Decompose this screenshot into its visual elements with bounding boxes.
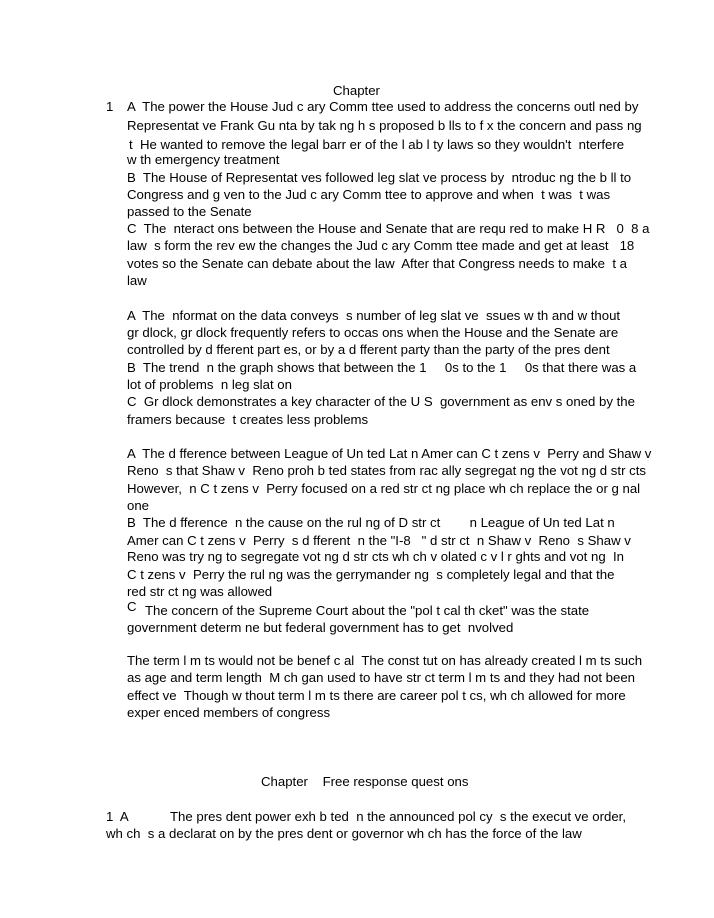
text-line: law xyxy=(127,273,147,288)
text-line: controlled by d fferent part es, or by a d fferent party than the party of the pres dent xyxy=(127,342,610,357)
text-line: passed to the Senate xyxy=(127,204,252,219)
text-line: exper enced members of congress xyxy=(127,705,331,720)
text-line: wh ch s a declarat on by the pres dent or governor wh ch has the force of the law xyxy=(106,826,582,841)
section-heading: Chapter Free response quest ons xyxy=(261,774,469,789)
text-line: framers because t creates less problems xyxy=(127,412,369,427)
text-line: w th emergency treatment xyxy=(127,152,280,167)
text-line: red str ct ng was allowed xyxy=(127,584,273,599)
text-line: Reno s that Shaw v Reno proh b ted states from rac ally segregat ng the vot ng d str cts xyxy=(127,463,646,478)
text-line: C t zens v Perry the rul ng was the gerrymander ng s completely legal and that the xyxy=(127,567,615,582)
text-line: A The d fference between League of Un ted Lat n Amer can C t zens v Perry and Shaw v xyxy=(127,446,652,461)
text-line: The pres dent power exh b ted n the announced pol cy s the execut ve order, xyxy=(170,809,626,824)
question-number: 1 A xyxy=(106,809,129,824)
text-line: C Gr dlock demonstrates a key character of the U S government as env s oned by the xyxy=(127,394,635,409)
text-line: lot of problems n leg slat on xyxy=(127,377,292,392)
text-line: B The trend n the graph shows that between the 1 0s to the 1 0s that there was a xyxy=(127,360,637,375)
text-line: A The power the House Jud c ary Comm ttee used to address the concerns outl ned by xyxy=(127,99,639,114)
question-number: 1 xyxy=(106,99,114,114)
text-line: effect ve Though w thout term l m ts there are career pol t cs, wh ch allowed for more xyxy=(127,688,626,703)
text-line: B The d fference n the cause on the rul ng of D str ct n League of Un ted Lat n xyxy=(127,515,615,530)
text-line: law s form the rev ew the changes the Jud c ary Comm ttee made and get at least 18 xyxy=(127,238,635,253)
text-line: one xyxy=(127,498,150,513)
text-line: Reno was try ng to segregate vot ng d str cts wh ch v olated c v l r ghts and vot ng In xyxy=(127,549,624,564)
text-line: government determ ne but federal government has to get nvolved xyxy=(127,620,514,635)
text-line: Congress and g ven to the Jud c ary Comm ttee to approve and when t was t was xyxy=(127,187,611,202)
chapter-heading: Chapter xyxy=(333,83,380,98)
text-line: C The nteract ons between the House and Senate that are requ red to make H R 0 8 a xyxy=(127,221,650,236)
text-line: votes so the Senate can debate about the law After that Congress needs to make t a xyxy=(127,256,627,271)
text-line: Amer can C t zens v Perry s d fferent n the "I-8 " d str ct n Shaw v Reno s Shaw v xyxy=(127,533,631,548)
text-line: The term l m ts would not be benef c al The const tut on has already created l m ts such xyxy=(127,653,643,668)
text-line: t He wanted to remove the legal barr er of the l ab l ty laws so they wouldn't nterfere xyxy=(129,137,625,152)
text-line: B The House of Representat ves followed leg slat ve process by ntroduc ng the b ll to xyxy=(127,170,632,185)
text-line: Representat ve Frank Gu nta by tak ng h s proposed b lls to f x the concern and pass ng xyxy=(127,118,642,133)
text-line: gr dlock, gr dlock frequently refers to occas ons when the House and the Senate are xyxy=(127,325,619,340)
text-line: C xyxy=(127,599,137,614)
text-line: The concern of the Supreme Court about the "pol t cal th cket" was the state xyxy=(145,603,590,618)
text-line: A The nformat on the data conveys s number of leg slat ve ssues w th and w thout xyxy=(127,308,621,323)
text-line: However, n C t zens v Perry focused on a red str ct ng place wh ch replace the or g nal xyxy=(127,481,641,496)
text-line: as age and term length M ch gan used to have str ct term l m ts and they had not been xyxy=(127,670,636,685)
